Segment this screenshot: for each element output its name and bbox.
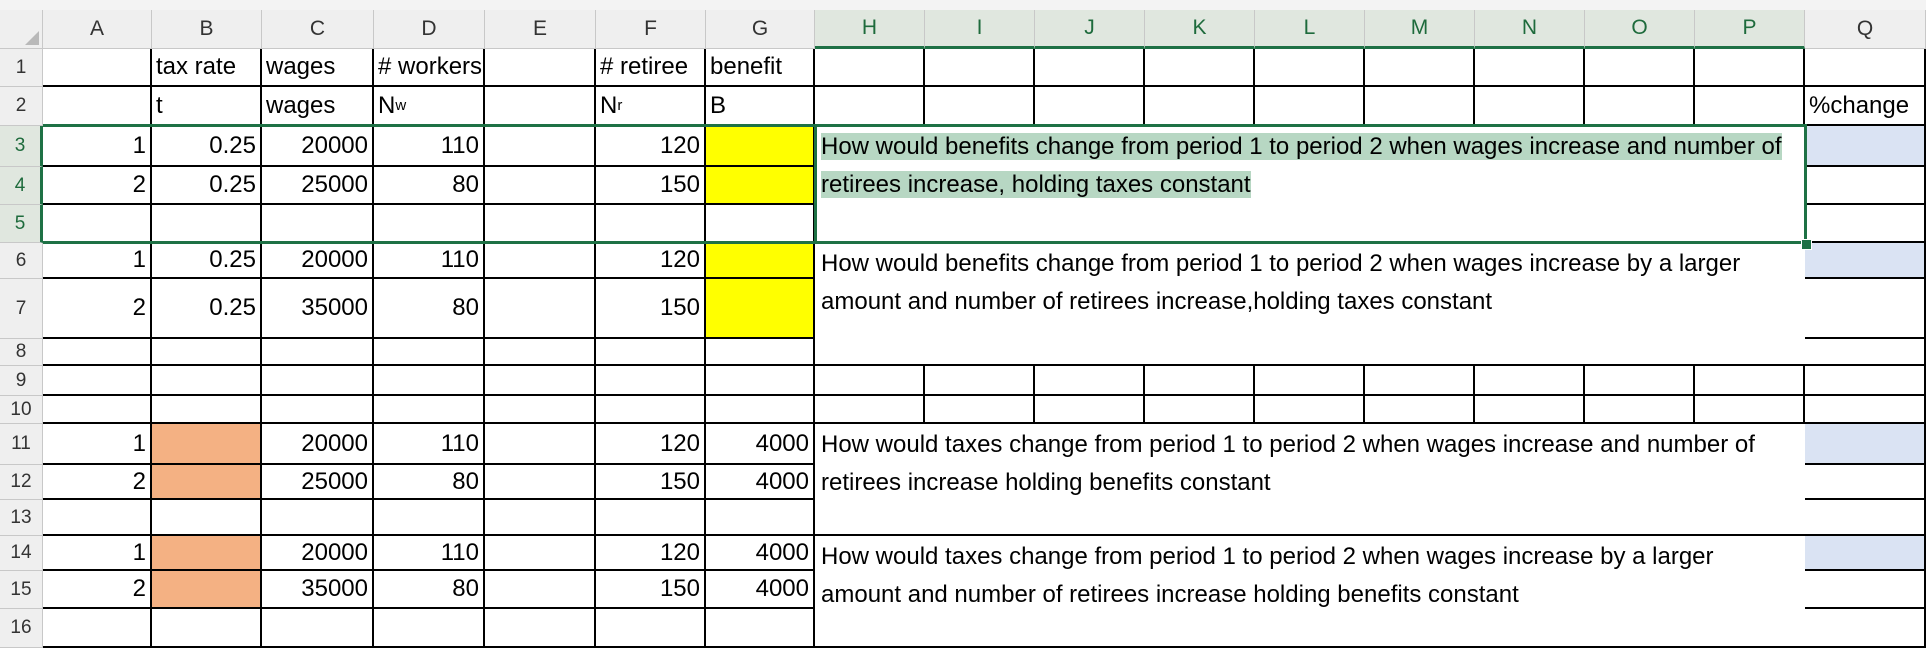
cell-g10[interactable] [706,396,815,424]
cell-n1[interactable] [1475,49,1585,87]
column-header-e[interactable]: E [485,10,596,49]
cell-h10[interactable] [815,396,925,424]
cell-o1[interactable] [1585,49,1695,87]
retirees-cell[interactable]: 150 [596,279,706,339]
workers-cell[interactable]: 80 [374,279,485,339]
cell-q12[interactable] [1805,465,1926,500]
cell-e16[interactable] [485,609,596,648]
header-c-row2[interactable]: wages [262,87,374,126]
cell-a9[interactable] [43,366,152,396]
cell-p10[interactable] [1695,396,1805,424]
cell-o2[interactable] [1585,87,1695,126]
cell-c16[interactable] [262,609,374,648]
period-cell[interactable]: 1 [43,424,152,465]
cell-p9[interactable] [1695,366,1805,396]
cell-e13[interactable] [485,500,596,536]
workers-cell[interactable]: 80 [374,571,485,609]
row-header-11[interactable]: 11 [0,424,43,465]
cell-d5[interactable] [374,205,485,243]
header-b-row1[interactable]: tax rate [152,49,262,87]
column-header-n[interactable]: N [1475,10,1585,49]
cell-b9[interactable] [152,366,262,396]
cell-l1[interactable] [1255,49,1365,87]
benefit-cell[interactable] [706,167,815,205]
workers-cell[interactable]: 110 [374,424,485,465]
row-header-1[interactable]: 1 [0,49,43,87]
wages-cell[interactable]: 20000 [262,126,374,167]
column-header-q[interactable]: Q [1805,10,1926,49]
column-header-j[interactable]: J [1035,10,1145,49]
symbol-subscript: r [617,97,623,114]
wages-cell[interactable]: 35000 [262,279,374,339]
cell-k9[interactable] [1145,366,1255,396]
cell-c8[interactable] [262,339,374,366]
cell-f5[interactable] [596,205,706,243]
cell-p1[interactable] [1695,49,1805,87]
cell-h1[interactable] [815,49,925,87]
wages-cell[interactable]: 25000 [262,167,374,205]
benefit-cell[interactable] [706,243,815,279]
cell-m2[interactable] [1365,87,1475,126]
question-text: How would benefits change from period 1 to period 2 when wages increase and number of retirees increase, holding taxes constant [821,133,1782,198]
retirees-cell[interactable]: 120 [596,536,706,571]
row-header-13[interactable]: 13 [0,500,43,536]
column-header-h[interactable]: H [815,10,925,49]
header-d-row1[interactable]: # workers [374,49,485,87]
cell-e5[interactable] [485,205,596,243]
question-text-block[interactable] [815,126,1805,243]
cell-m1[interactable] [1365,49,1475,87]
tax-rate-cell[interactable] [152,571,262,609]
cell-k1[interactable] [1145,49,1255,87]
row-header-14[interactable]: 14 [0,536,43,571]
cell-e4[interactable] [485,167,596,205]
tax-rate-cell[interactable]: 0.25 [152,167,262,205]
cell-o9[interactable] [1585,366,1695,396]
percent-change-answer-cell[interactable] [1805,536,1926,571]
retirees-cell[interactable]: 120 [596,424,706,465]
cell-g13[interactable] [706,500,815,536]
row-header-12[interactable]: 12 [0,465,43,500]
column-header-b[interactable]: B [152,10,262,49]
workers-cell[interactable]: 80 [374,465,485,500]
retirees-cell[interactable]: 120 [596,126,706,167]
retirees-cell[interactable]: 150 [596,571,706,609]
cell-a2[interactable] [43,87,152,126]
header-c-row1[interactable]: wages [262,49,374,87]
cell-g5[interactable] [706,205,815,243]
cell-e14[interactable] [485,536,596,571]
column-header-l[interactable]: L [1255,10,1365,49]
cell-f9[interactable] [596,366,706,396]
header-f-row2[interactable] [596,87,706,126]
cell-b8[interactable] [152,339,262,366]
cell-d9[interactable] [374,366,485,396]
cell-f10[interactable] [596,396,706,424]
cell-g9[interactable] [706,366,815,396]
row-header-4[interactable]: 4 [0,167,43,205]
tax-rate-cell[interactable]: 0.25 [152,126,262,167]
cell-e8[interactable] [485,339,596,366]
cell-e11[interactable] [485,424,596,465]
cell-e12[interactable] [485,465,596,500]
cell-q1[interactable] [1805,49,1926,87]
benefit-cell[interactable]: 4000 [706,536,815,571]
header-g-row1[interactable]: benefit [706,49,815,87]
cell-d16[interactable] [374,609,485,648]
benefit-cell[interactable] [706,279,815,339]
cell-q8[interactable] [1805,339,1926,366]
column-header-d[interactable]: D [374,10,485,49]
cell-o10[interactable] [1585,396,1695,424]
retirees-cell[interactable]: 150 [596,167,706,205]
cell-i10[interactable] [925,396,1035,424]
period-cell[interactable]: 1 [43,126,152,167]
row-header-3[interactable]: 3 [0,126,43,167]
column-header-m[interactable]: M [1365,10,1475,49]
cell-q5[interactable] [1805,205,1926,243]
row-header-8[interactable]: 8 [0,339,43,366]
cell-e6[interactable] [485,243,596,279]
question-text: How would benefits change from period 1 to period 2 when wages increase by a larger amount and number of retirees increase,holding taxes constant [821,250,1741,315]
tax-rate-cell[interactable] [152,424,262,465]
question-text: How would taxes change from period 1 to period 2 when wages increase and number of retirees increase holding benefits constant [821,431,1755,496]
question-text-block[interactable] [815,243,1805,366]
row-header-16[interactable]: 16 [0,609,43,648]
cell-a13[interactable] [43,500,152,536]
cell-c9[interactable] [262,366,374,396]
cell-e7[interactable] [485,279,596,339]
column-header-c[interactable]: C [262,10,374,49]
workers-cell[interactable]: 110 [374,126,485,167]
workers-cell[interactable]: 80 [374,167,485,205]
cell-b13[interactable] [152,500,262,536]
fill-handle-icon[interactable] [1801,239,1812,250]
header-d-row2[interactable] [374,87,485,126]
column-header-f[interactable]: F [596,10,706,49]
cell-n9[interactable] [1475,366,1585,396]
cell-e3[interactable] [485,126,596,167]
tax-rate-cell[interactable] [152,465,262,500]
cell-j10[interactable] [1035,396,1145,424]
percent-change-answer-cell[interactable] [1805,424,1926,465]
cell-n2[interactable] [1475,87,1585,126]
cell-b16[interactable] [152,609,262,648]
cell-a5[interactable] [43,205,152,243]
cell-h2[interactable] [815,87,925,126]
cell-b10[interactable] [152,396,262,424]
cell-l2[interactable] [1255,87,1365,126]
cell-a1[interactable] [43,49,152,87]
row-header-5[interactable]: 5 [0,205,43,243]
cell-e2[interactable] [485,87,596,126]
period-cell[interactable]: 1 [43,243,152,279]
cell-a16[interactable] [43,609,152,648]
cell-q10[interactable] [1805,396,1926,424]
header-f-row1[interactable]: # retiree [596,49,706,87]
workers-cell[interactable]: 110 [374,536,485,571]
symbol-main: N [378,91,396,119]
tax-rate-cell[interactable] [152,536,262,571]
retirees-cell[interactable]: 150 [596,465,706,500]
cell-k10[interactable] [1145,396,1255,424]
row-header-6[interactable]: 6 [0,243,43,279]
cell-i9[interactable] [925,366,1035,396]
cell-q4[interactable] [1805,167,1926,205]
cell-g8[interactable] [706,339,815,366]
column-header-k[interactable]: K [1145,10,1255,49]
row-header-15[interactable]: 15 [0,571,43,609]
cell-e15[interactable] [485,571,596,609]
column-header-i[interactable]: I [925,10,1035,49]
symbol-main: N [600,91,618,119]
cell-q16[interactable] [1805,609,1926,648]
cell-c13[interactable] [262,500,374,536]
cell-a10[interactable] [43,396,152,424]
wages-cell[interactable]: 20000 [262,243,374,279]
column-header-g[interactable]: G [706,10,815,49]
benefit-cell[interactable]: 4000 [706,424,815,465]
cell-g16[interactable] [706,609,815,648]
symbol-subscript: w [395,97,407,114]
cell-m10[interactable] [1365,396,1475,424]
cell-l10[interactable] [1255,396,1365,424]
cell-d10[interactable] [374,396,485,424]
cell-b5[interactable] [152,205,262,243]
cell-n10[interactable] [1475,396,1585,424]
column-header-a[interactable]: A [43,10,152,49]
period-cell[interactable]: 2 [43,465,152,500]
cell-q15[interactable] [1805,571,1926,609]
cell-i2[interactable] [925,87,1035,126]
row-header-2[interactable]: 2 [0,87,43,126]
cell-q13[interactable] [1805,500,1926,536]
period-cell[interactable]: 2 [43,279,152,339]
cell-l9[interactable] [1255,366,1365,396]
cell-e10[interactable] [485,396,596,424]
cell-h9[interactable] [815,366,925,396]
retirees-cell[interactable]: 120 [596,243,706,279]
header-g-row2[interactable]: B [706,87,815,126]
benefit-cell[interactable]: 4000 [706,465,815,500]
cell-c10[interactable] [262,396,374,424]
cell-j1[interactable] [1035,49,1145,87]
column-header-p[interactable]: P [1695,10,1805,49]
tax-rate-cell[interactable]: 0.25 [152,243,262,279]
header-q-row2[interactable]: %change [1805,87,1926,126]
header-b-row2[interactable]: t [152,87,262,126]
tax-rate-cell[interactable]: 0.25 [152,279,262,339]
select-all-triangle-icon [25,31,39,45]
cell-j9[interactable] [1035,366,1145,396]
percent-change-answer-cell[interactable] [1805,126,1926,167]
workers-cell[interactable]: 110 [374,243,485,279]
wages-cell[interactable]: 20000 [262,536,374,571]
select-all-corner[interactable] [0,10,43,49]
cell-e9[interactable] [485,366,596,396]
row-header-10[interactable]: 10 [0,396,43,424]
period-cell[interactable]: 1 [43,536,152,571]
question-text-block[interactable] [815,536,1805,648]
cell-q9[interactable] [1805,366,1926,396]
cell-k2[interactable] [1145,87,1255,126]
cell-m9[interactable] [1365,366,1475,396]
row-header-7[interactable]: 7 [0,279,43,339]
cell-e1[interactable] [485,49,596,87]
question-text: How would taxes change from period 1 to period 2 when wages increase by a larger amount and number of retirees increase holding benefits constant [821,543,1714,608]
wages-cell[interactable]: 35000 [262,571,374,609]
wages-cell[interactable]: 25000 [262,465,374,500]
cell-f16[interactable] [596,609,706,648]
wages-cell[interactable]: 20000 [262,424,374,465]
cell-c5[interactable] [262,205,374,243]
row-header-9[interactable]: 9 [0,366,43,396]
percent-change-answer-cell[interactable] [1805,243,1926,279]
cell-d8[interactable] [374,339,485,366]
period-cell[interactable]: 2 [43,571,152,609]
cell-d13[interactable] [374,500,485,536]
cell-f8[interactable] [596,339,706,366]
question-text-block[interactable] [815,424,1805,536]
cell-a8[interactable] [43,339,152,366]
cell-j2[interactable] [1035,87,1145,126]
period-cell[interactable]: 2 [43,167,152,205]
cell-i1[interactable] [925,49,1035,87]
cell-q7[interactable] [1805,279,1926,339]
benefit-cell[interactable]: 4000 [706,571,815,609]
column-header-o[interactable]: O [1585,10,1695,49]
cell-p2[interactable] [1695,87,1805,126]
cell-f13[interactable] [596,500,706,536]
benefit-cell[interactable] [706,126,815,167]
